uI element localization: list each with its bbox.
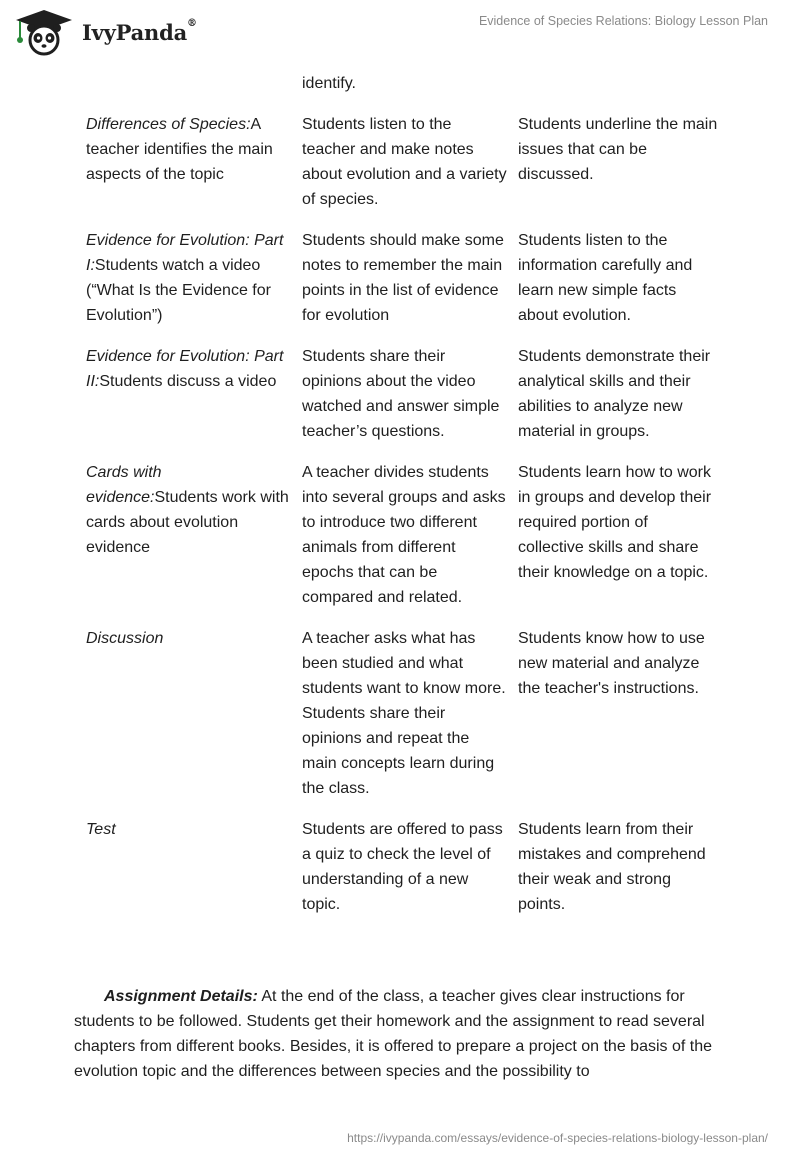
assignment-text: At the end of the class, a teacher gives clear instructions for students to be followed. Students get their homework and the assignment to read several chapters from different books. Besides, it is offered to prepare a project on the basis of the evolution topic and the differences between species and the possibility to (74, 988, 712, 1080)
panda-graduate-icon (14, 8, 76, 56)
outcome-cell: Students learn how to work in groups and develop their required portion of collective skills and share their knowledge on a topic. (518, 464, 712, 581)
teacher-activity-cell: A teacher asks what has been studied and what students want to know more. Students share their opinions and repeat the main concepts learn during the class. (302, 630, 506, 797)
outcome-cell: Students know how to use new material and analyze the teacher's instructions. (518, 630, 705, 697)
table-row (86, 344, 726, 444)
source-url[interactable]: https://ivypanda.com/essays/evidence-of-species-relations-biology-lesson-plan/ (347, 1131, 768, 1145)
teacher-activity-cell: Students listen to the teacher and make notes about evolution and a variety of species. (302, 116, 507, 208)
stage-description: Students watch a video (“What Is the Evidence for Evolution”) (86, 257, 271, 324)
stage-title: Evidence for Evolution: Part II: (86, 348, 284, 390)
table-row (86, 817, 726, 917)
stage-cell (86, 817, 302, 917)
stage-description: Students work with cards about evolution evidence (86, 489, 289, 556)
outcome-cell: Students demonstrate their analytical skills and their abilities to analyze new material in groups. (518, 348, 711, 440)
table-row (86, 112, 726, 212)
teacher-activity-cell: Students are offered to pass a quiz to check the level of understanding of a new topic. (302, 821, 503, 913)
teacher-activity-cell: Students should make some notes to remember the main points in the list of evidence for evolution (302, 232, 504, 324)
stage-cell (86, 228, 302, 328)
brand-name: IvyPanda® (82, 17, 197, 45)
document-title: Evidence of Species Relations: Biology Lesson Plan (478, 14, 768, 28)
stage-title: Cards with evidence: (86, 464, 162, 506)
stage-cell (86, 460, 302, 610)
stage-cell (86, 626, 302, 801)
outcome-cell: Students learn from their mistakes and comprehend their weak and strong points. (518, 821, 706, 913)
table-row (86, 460, 726, 610)
teacher-activity-cell: identify. (302, 75, 356, 92)
stage-cell (86, 112, 302, 212)
table-row (86, 228, 726, 328)
table-row (86, 71, 726, 96)
assignment-paragraph (74, 984, 724, 1084)
stage-title: Evidence for Evolution: Part I: (86, 232, 284, 274)
outcome-cell (518, 71, 718, 96)
outcome-cell: Students listen to the information carefully and learn new simple facts about evolution. (518, 232, 693, 324)
page-header (0, 0, 800, 60)
logo[interactable] (14, 8, 197, 56)
teacher-activity-cell: Students share their opinions about the video watched and answer simple teacher’s questions. (302, 348, 500, 440)
stage-title: Test (86, 821, 116, 838)
stage-title: Discussion (86, 630, 164, 647)
stage-cell (86, 344, 302, 444)
table-row (86, 626, 726, 801)
lesson-plan-table (86, 71, 726, 917)
assignment-heading: Assignment Details: (104, 988, 258, 1005)
outcome-cell: Students underline the main issues that can be discussed. (518, 116, 718, 183)
stage-description: Students discuss a video (99, 373, 277, 390)
stage-title: Differences of Species: (86, 116, 251, 133)
stage-description: A teacher identifies the main aspects of the topic (86, 116, 273, 183)
stage-cell (86, 71, 302, 96)
teacher-activity-cell: A teacher divides students into several groups and asks to introduce two different animals from different epochs that can be compared and related. (302, 464, 506, 606)
